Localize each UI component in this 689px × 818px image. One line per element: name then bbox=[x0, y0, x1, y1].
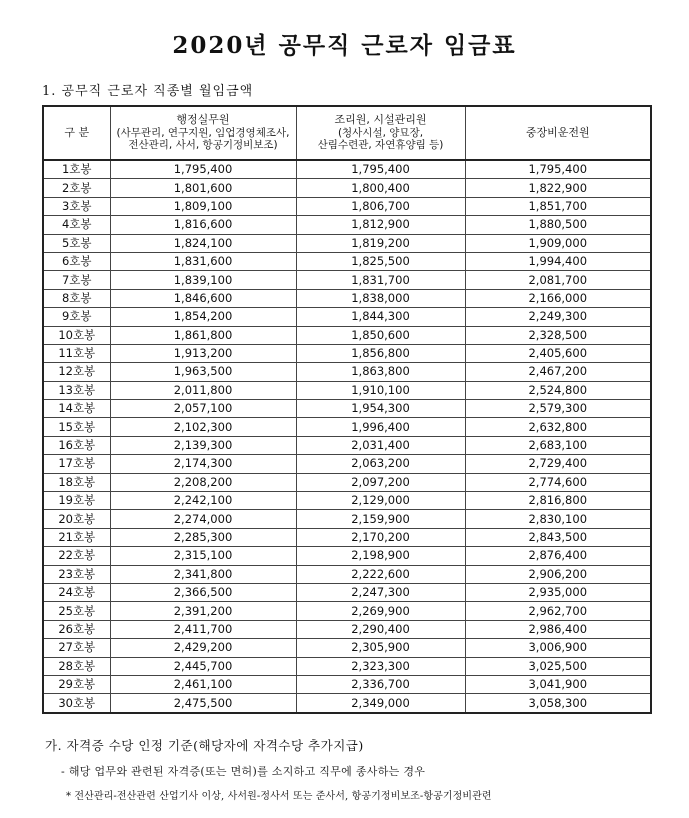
wage-cell: 2,249,300 bbox=[465, 308, 651, 326]
wage-cell: 2,579,300 bbox=[465, 400, 651, 418]
page-title: 2020년 공무직 근로자 임금표 bbox=[172, 32, 517, 59]
wage-cell: 3,041,900 bbox=[465, 675, 651, 693]
wage-cell: 2,774,600 bbox=[465, 473, 651, 491]
wage-cell: 1,850,600 bbox=[296, 326, 465, 344]
table-row bbox=[43, 657, 651, 675]
table-row bbox=[43, 400, 651, 418]
table-row bbox=[43, 197, 651, 215]
wage-cell: 2,935,000 bbox=[465, 583, 651, 601]
wage-cell: 1,795,400 bbox=[465, 160, 651, 179]
wage-cell: 1,812,900 bbox=[296, 216, 465, 234]
wage-cell: 1,824,100 bbox=[110, 234, 296, 252]
note-qualification-condition: - 해당 업무와 관련된 자격증(또는 면허)를 소지하고 직무에 종사하는 경우 bbox=[61, 765, 426, 778]
wage-cell: 1,795,400 bbox=[110, 160, 296, 179]
table-row bbox=[43, 160, 651, 179]
wage-cell: 2,274,000 bbox=[110, 510, 296, 528]
wage-cell: 2,411,700 bbox=[110, 620, 296, 638]
wage-cell: 2,305,900 bbox=[296, 639, 465, 657]
wage-cell: 2,057,100 bbox=[110, 400, 296, 418]
step-cell: 26호봉 bbox=[43, 620, 110, 638]
wage-cell: 1,994,400 bbox=[465, 252, 651, 270]
wage-cell: 2,475,500 bbox=[110, 694, 296, 713]
wage-cell: 2,876,400 bbox=[465, 547, 651, 565]
step-cell: 8호봉 bbox=[43, 289, 110, 307]
wage-cell: 1,825,500 bbox=[296, 252, 465, 270]
table-row bbox=[43, 528, 651, 546]
table-row bbox=[43, 363, 651, 381]
step-cell: 2호봉 bbox=[43, 179, 110, 197]
step-cell: 21호봉 bbox=[43, 528, 110, 546]
wage-cell: 1,954,300 bbox=[296, 400, 465, 418]
step-cell: 30호봉 bbox=[43, 694, 110, 713]
step-cell: 6호봉 bbox=[43, 252, 110, 270]
wage-cell: 2,830,100 bbox=[465, 510, 651, 528]
table-row bbox=[43, 234, 651, 252]
wage-cell: 2,405,600 bbox=[465, 344, 651, 362]
table-row bbox=[43, 216, 651, 234]
table-row bbox=[43, 639, 651, 657]
wage-cell: 2,139,300 bbox=[110, 436, 296, 454]
wage-cell: 2,242,100 bbox=[110, 492, 296, 510]
wage-cell: 1,963,500 bbox=[110, 363, 296, 381]
wage-cell: 1,880,500 bbox=[465, 216, 651, 234]
wage-cell: 1,831,600 bbox=[110, 252, 296, 270]
wage-cell: 2,247,300 bbox=[296, 583, 465, 601]
step-cell: 15호봉 bbox=[43, 418, 110, 436]
table-row bbox=[43, 547, 651, 565]
table-row bbox=[43, 473, 651, 491]
wage-cell: 2,222,600 bbox=[296, 565, 465, 583]
wage-cell: 2,285,300 bbox=[110, 528, 296, 546]
table-row bbox=[43, 492, 651, 510]
table-row bbox=[43, 252, 651, 270]
wage-cell: 1,831,700 bbox=[296, 271, 465, 289]
step-cell: 13호봉 bbox=[43, 381, 110, 399]
wage-cell: 2,170,200 bbox=[296, 528, 465, 546]
wage-cell: 1,854,200 bbox=[110, 308, 296, 326]
step-cell: 12호봉 bbox=[43, 363, 110, 381]
table-row bbox=[43, 510, 651, 528]
wage-cell: 2,461,100 bbox=[110, 675, 296, 693]
wage-cell: 1,822,900 bbox=[465, 179, 651, 197]
wage-cell: 1,806,700 bbox=[296, 197, 465, 215]
step-cell: 19호봉 bbox=[43, 492, 110, 510]
wage-cell: 2,445,700 bbox=[110, 657, 296, 675]
table-row bbox=[43, 289, 651, 307]
table-body bbox=[43, 160, 651, 713]
wage-cell: 1,801,600 bbox=[110, 179, 296, 197]
step-cell: 29호봉 bbox=[43, 675, 110, 693]
wage-cell: 1,844,300 bbox=[296, 308, 465, 326]
table-row bbox=[43, 436, 651, 454]
wage-cell: 2,843,500 bbox=[465, 528, 651, 546]
note-qualification-detail: * 전산관리-전산관련 산업기사 이상, 사서원-정사서 또는 준사서, 항공기정비보조-항공기정비관련 bbox=[66, 791, 492, 802]
wage-cell: 2,315,100 bbox=[110, 547, 296, 565]
wage-cell: 2,159,900 bbox=[296, 510, 465, 528]
step-cell: 4호봉 bbox=[43, 216, 110, 234]
step-cell: 16호봉 bbox=[43, 436, 110, 454]
wage-cell: 1,809,100 bbox=[110, 197, 296, 215]
step-cell: 27호봉 bbox=[43, 639, 110, 657]
wage-cell: 2,269,900 bbox=[296, 602, 465, 620]
wage-cell: 2,102,300 bbox=[110, 418, 296, 436]
wage-cell: 1,839,100 bbox=[110, 271, 296, 289]
wage-cell: 1,863,800 bbox=[296, 363, 465, 381]
wage-cell: 2,906,200 bbox=[465, 565, 651, 583]
wage-cell: 2,323,300 bbox=[296, 657, 465, 675]
table-row bbox=[43, 418, 651, 436]
wage-cell: 3,006,900 bbox=[465, 639, 651, 657]
wage-cell: 2,063,200 bbox=[296, 455, 465, 473]
wage-cell: 1,996,400 bbox=[296, 418, 465, 436]
wage-cell: 3,025,500 bbox=[465, 657, 651, 675]
table-row bbox=[43, 694, 651, 713]
wage-cell: 1,913,200 bbox=[110, 344, 296, 362]
header-cook-facility: 조리원, 시설관리원 (청사시설, 양묘장, 산림수련관, 자연휴양림 등) bbox=[296, 106, 465, 160]
table-row bbox=[43, 565, 651, 583]
table-row bbox=[43, 583, 651, 601]
wage-cell: 2,986,400 bbox=[465, 620, 651, 638]
wage-cell: 2,290,400 bbox=[296, 620, 465, 638]
wage-cell: 2,174,300 bbox=[110, 455, 296, 473]
wage-cell: 2,166,000 bbox=[465, 289, 651, 307]
table-row bbox=[43, 675, 651, 693]
notes bbox=[45, 736, 492, 802]
header-heavy-equipment: 중장비운전원 bbox=[465, 106, 651, 160]
wage-table bbox=[42, 105, 652, 714]
table-row bbox=[43, 620, 651, 638]
step-cell: 7호봉 bbox=[43, 271, 110, 289]
wage-cell: 2,429,200 bbox=[110, 639, 296, 657]
section-heading: 1. 공무직 근로자 직종별 월임금액 bbox=[42, 84, 254, 99]
wage-cell: 1,909,000 bbox=[465, 234, 651, 252]
wage-cell: 1,856,800 bbox=[296, 344, 465, 362]
wage-cell: 2,816,800 bbox=[465, 492, 651, 510]
wage-cell: 1,910,100 bbox=[296, 381, 465, 399]
wage-cell: 2,632,800 bbox=[465, 418, 651, 436]
header-admin-staff: 행정실무원 (사무관리, 연구지원, 임업경영체조사, 전산관리, 사서, 항공기정비보조) bbox=[110, 106, 296, 160]
wage-cell: 2,349,000 bbox=[296, 694, 465, 713]
wage-cell: 1,795,400 bbox=[296, 160, 465, 179]
wage-cell: 2,729,400 bbox=[465, 455, 651, 473]
wage-cell: 2,683,100 bbox=[465, 436, 651, 454]
table-row bbox=[43, 602, 651, 620]
wage-cell: 2,391,200 bbox=[110, 602, 296, 620]
wage-cell: 1,816,600 bbox=[110, 216, 296, 234]
step-cell: 10호봉 bbox=[43, 326, 110, 344]
wage-cell: 2,198,900 bbox=[296, 547, 465, 565]
table-row bbox=[43, 381, 651, 399]
step-cell: 28호봉 bbox=[43, 657, 110, 675]
table-row bbox=[43, 179, 651, 197]
wage-cell: 1,819,200 bbox=[296, 234, 465, 252]
wage-cell: 1,800,400 bbox=[296, 179, 465, 197]
wage-cell: 2,129,000 bbox=[296, 492, 465, 510]
wage-cell: 2,341,800 bbox=[110, 565, 296, 583]
step-cell: 25호봉 bbox=[43, 602, 110, 620]
step-cell: 1호봉 bbox=[43, 160, 110, 179]
step-cell: 17호봉 bbox=[43, 455, 110, 473]
table-row bbox=[43, 455, 651, 473]
wage-cell: 2,467,200 bbox=[465, 363, 651, 381]
wage-cell: 2,208,200 bbox=[110, 473, 296, 491]
wage-cell: 1,838,000 bbox=[296, 289, 465, 307]
wage-cell: 2,031,400 bbox=[296, 436, 465, 454]
wage-cell: 3,058,300 bbox=[465, 694, 651, 713]
note-qualification-criteria: 가. 자격증 수당 인정 기준(해당자에 자격수당 추가지급) bbox=[45, 738, 364, 753]
step-cell: 22호봉 bbox=[43, 547, 110, 565]
step-cell: 24호봉 bbox=[43, 583, 110, 601]
wage-cell: 2,366,500 bbox=[110, 583, 296, 601]
table-header-row bbox=[43, 106, 651, 160]
step-cell: 23호봉 bbox=[43, 565, 110, 583]
wage-cell: 2,962,700 bbox=[465, 602, 651, 620]
wage-cell: 2,011,800 bbox=[110, 381, 296, 399]
wage-cell: 2,328,500 bbox=[465, 326, 651, 344]
step-cell: 11호봉 bbox=[43, 344, 110, 362]
step-cell: 18호봉 bbox=[43, 473, 110, 491]
header-category: 구 분 bbox=[43, 106, 110, 160]
wage-cell: 2,336,700 bbox=[296, 675, 465, 693]
table-row bbox=[43, 344, 651, 362]
step-cell: 20호봉 bbox=[43, 510, 110, 528]
table-row bbox=[43, 308, 651, 326]
wage-cell: 1,861,800 bbox=[110, 326, 296, 344]
table-row bbox=[43, 326, 651, 344]
table-row bbox=[43, 271, 651, 289]
step-cell: 9호봉 bbox=[43, 308, 110, 326]
step-cell: 14호봉 bbox=[43, 400, 110, 418]
wage-cell: 2,097,200 bbox=[296, 473, 465, 491]
step-cell: 3호봉 bbox=[43, 197, 110, 215]
wage-cell: 1,851,700 bbox=[465, 197, 651, 215]
wage-cell: 1,846,600 bbox=[110, 289, 296, 307]
wage-cell: 2,081,700 bbox=[465, 271, 651, 289]
step-cell: 5호봉 bbox=[43, 234, 110, 252]
wage-cell: 2,524,800 bbox=[465, 381, 651, 399]
